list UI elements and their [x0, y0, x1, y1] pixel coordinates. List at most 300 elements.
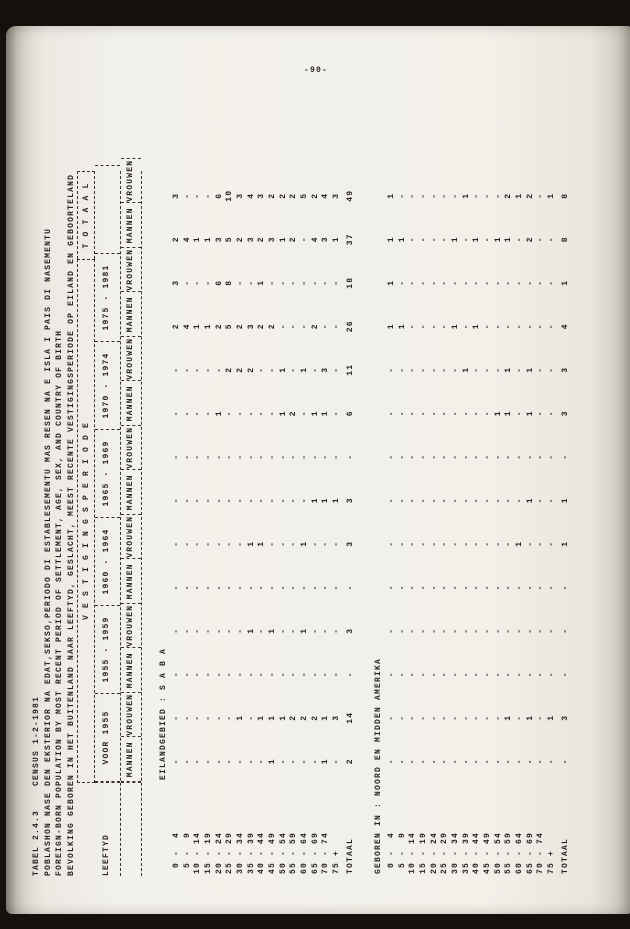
- data-cell: -: [397, 584, 407, 591]
- data-cell: -: [547, 236, 557, 243]
- data-cell: -: [536, 584, 546, 591]
- data-cell: -: [440, 236, 450, 243]
- data-cell: 1: [450, 323, 460, 330]
- data-cell: -: [193, 671, 203, 678]
- data-cell: -: [429, 497, 439, 504]
- data-cell: 4: [310, 236, 320, 243]
- data-cell: -: [525, 279, 535, 286]
- data-cell: -: [289, 323, 299, 330]
- data-cell: -: [472, 453, 482, 460]
- data-cell: 1: [278, 714, 288, 721]
- data-cell: 1: [560, 279, 570, 286]
- data-cell: -: [461, 671, 471, 678]
- age-label: 5 - 9: [182, 831, 192, 874]
- data-cell: -: [332, 671, 342, 678]
- data-cell: 2: [289, 714, 299, 721]
- table-row: [192, 174, 203, 876]
- data-cell: -: [171, 584, 181, 591]
- data-cell: 4: [182, 323, 192, 330]
- data-cell: -: [408, 453, 418, 460]
- data-cell: -: [235, 671, 245, 678]
- data-cell: -: [493, 323, 503, 330]
- sex-header: MANNEN: [121, 470, 141, 515]
- data-cell: -: [278, 758, 288, 765]
- age-label: 65 - 69: [310, 831, 320, 874]
- scan-page-paper: [6, 26, 630, 914]
- totaal-period-spacer: [95, 165, 120, 253]
- data-cell: -: [193, 453, 203, 460]
- data-cell: 14: [345, 711, 355, 724]
- table-row: [321, 174, 332, 876]
- data-cell: -: [536, 236, 546, 243]
- data-cell: 1: [235, 714, 245, 721]
- data-cell: -: [246, 497, 256, 504]
- data-cell: 2: [310, 714, 320, 721]
- table-row: [299, 174, 310, 876]
- data-cell: -: [332, 758, 342, 765]
- title-block: [31, 136, 77, 876]
- data-cell: 8: [560, 192, 570, 199]
- data-cell: -: [525, 540, 535, 547]
- data-cell: 1: [268, 758, 278, 765]
- data-cell: 4: [321, 192, 331, 199]
- age-label: 40 - 44: [257, 831, 267, 874]
- data-cell: -: [182, 497, 192, 504]
- data-cell: -: [203, 540, 213, 547]
- data-cell: -: [257, 584, 267, 591]
- data-cell: -: [214, 627, 224, 634]
- table-row: [560, 174, 571, 876]
- data-cell: -: [214, 366, 224, 373]
- data-cell: -: [193, 279, 203, 286]
- data-cell: 2: [310, 323, 320, 330]
- table-header-row-sex: [120, 159, 142, 876]
- data-cell: 1: [300, 366, 310, 373]
- data-cell: 2: [225, 366, 235, 373]
- age-label: 20 - 24: [214, 831, 224, 874]
- data-cell: -: [214, 758, 224, 765]
- data-cell: -: [536, 714, 546, 721]
- data-cell: -: [182, 453, 192, 460]
- data-cell: -: [493, 453, 503, 460]
- data-cell: 2: [289, 410, 299, 417]
- data-cell: 2: [235, 366, 245, 373]
- data-cell: -: [483, 714, 493, 721]
- data-cell: 1: [321, 758, 331, 765]
- data-cell: -: [429, 323, 439, 330]
- sex-header: VROUWEN: [121, 158, 141, 203]
- data-cell: -: [193, 497, 203, 504]
- data-cell: -: [268, 410, 278, 417]
- period-header: 1960 - 1964: [95, 517, 120, 605]
- data-cell: -: [225, 714, 235, 721]
- table-row: [525, 174, 536, 876]
- data-cell: -: [440, 323, 450, 330]
- age-label: 60 - 64: [515, 831, 525, 874]
- data-cell: -: [310, 366, 320, 373]
- data-cell: -: [450, 366, 460, 373]
- data-cell: -: [472, 627, 482, 634]
- data-cell: -: [321, 453, 331, 460]
- data-cell: -: [214, 714, 224, 721]
- data-cell: -: [515, 671, 525, 678]
- data-cell: -: [440, 497, 450, 504]
- data-cell: -: [278, 497, 288, 504]
- data-cell: -: [461, 540, 471, 547]
- data-cell: -: [193, 714, 203, 721]
- data-cell: -: [386, 671, 396, 678]
- data-cell: -: [332, 410, 342, 417]
- data-cell: -: [429, 236, 439, 243]
- data-cell: -: [397, 497, 407, 504]
- data-cell: -: [450, 279, 460, 286]
- data-cell: -: [386, 366, 396, 373]
- data-cell: -: [203, 584, 213, 591]
- data-cell: -: [418, 323, 428, 330]
- data-cell: 1: [278, 366, 288, 373]
- data-cell: -: [289, 671, 299, 678]
- table-header-row-periods: [95, 171, 120, 876]
- data-cell: -: [386, 584, 396, 591]
- data-cell: -: [418, 540, 428, 547]
- data-cell: 8: [225, 279, 235, 286]
- table-row: [493, 174, 504, 876]
- sex-header: MANNEN: [121, 203, 141, 248]
- data-cell: -: [450, 758, 460, 765]
- table-row: [397, 174, 408, 876]
- data-cell: -: [408, 279, 418, 286]
- data-cell: -: [515, 279, 525, 286]
- data-cell: -: [504, 453, 514, 460]
- data-cell: 10: [225, 189, 235, 202]
- data-cell: -: [397, 192, 407, 199]
- data-cell: -: [450, 410, 460, 417]
- data-cell: -: [246, 758, 256, 765]
- age-label: 15 - 19: [418, 831, 428, 874]
- data-cell: -: [182, 671, 192, 678]
- data-cell: -: [278, 540, 288, 547]
- period-header: 1965 - 1969: [95, 429, 120, 517]
- data-cell: 1: [493, 410, 503, 417]
- data-cell: -: [418, 497, 428, 504]
- age-label: 0 - 4: [171, 831, 181, 874]
- data-cell: -: [332, 279, 342, 286]
- data-cell: -: [182, 627, 192, 634]
- sex-header: VROUWEN: [121, 247, 141, 292]
- data-cell: 1: [193, 323, 203, 330]
- data-cell: 6: [214, 192, 224, 199]
- data-cell: -: [182, 366, 192, 373]
- data-cell: -: [289, 584, 299, 591]
- data-cell: 49: [345, 189, 355, 202]
- data-cell: -: [472, 758, 482, 765]
- data-cell: -: [193, 540, 203, 547]
- data-cell: -: [440, 584, 450, 591]
- data-cell: 1: [300, 627, 310, 634]
- data-cell: -: [504, 584, 514, 591]
- data-cell: -: [504, 758, 514, 765]
- age-label: 30 - 34: [235, 831, 245, 874]
- data-cell: -: [408, 758, 418, 765]
- data-cell: -: [203, 192, 213, 199]
- data-cell: -: [386, 758, 396, 765]
- data-cell: 2: [268, 192, 278, 199]
- age-label: 60 - 64: [300, 831, 310, 874]
- data-cell: -: [203, 714, 213, 721]
- data-cell: -: [493, 279, 503, 286]
- data-cell: -: [235, 279, 245, 286]
- data-cell: 1: [450, 236, 460, 243]
- data-cell: 1: [386, 192, 396, 199]
- data-cell: -: [386, 540, 396, 547]
- data-cell: 3: [560, 366, 570, 373]
- data-cell: 6: [214, 279, 224, 286]
- data-cell: -: [408, 714, 418, 721]
- data-cell: 2: [235, 323, 245, 330]
- data-cell: -: [310, 540, 320, 547]
- data-cell: -: [560, 758, 570, 765]
- data-cell: -: [278, 584, 288, 591]
- data-cell: 4: [182, 236, 192, 243]
- data-cell: 3: [560, 410, 570, 417]
- data-cell: -: [429, 192, 439, 199]
- data-cell: -: [493, 497, 503, 504]
- title-dutch: BEVOLKING GEBOREN IN HET BUITENLAND NAAR LEEFTYD, GESLACHT, MEEST RECENTE VESTIGINGSPERIODE OP EILAND EN GEBOORTELAND: [66, 173, 76, 876]
- data-cell: -: [345, 671, 355, 678]
- data-cell: -: [547, 497, 557, 504]
- rotated-content: [31, 136, 571, 876]
- data-cell: -: [397, 453, 407, 460]
- sex-header: VROUWEN: [121, 336, 141, 381]
- data-cell: -: [450, 540, 460, 547]
- age-label: 35 - 39: [461, 831, 471, 874]
- data-cell: 3: [332, 192, 342, 199]
- age-label: 45 - 49: [483, 831, 493, 874]
- data-cell: -: [483, 410, 493, 417]
- data-cell: -: [225, 671, 235, 678]
- data-cell: -: [483, 540, 493, 547]
- data-cell: -: [515, 714, 525, 721]
- data-cell: -: [483, 236, 493, 243]
- data-cell: -: [483, 366, 493, 373]
- data-cell: -: [246, 279, 256, 286]
- data-cell: -: [268, 540, 278, 547]
- data-cell: -: [332, 366, 342, 373]
- data-cell: -: [408, 323, 418, 330]
- data-cell: -: [225, 584, 235, 591]
- age-label: 25 - 29: [225, 831, 235, 874]
- sex-header-spacer: [121, 782, 141, 876]
- data-cell: 2: [171, 236, 181, 243]
- data-cell: -: [345, 453, 355, 460]
- table-row: [472, 174, 483, 876]
- sex-header: VROUWEN: [121, 692, 141, 737]
- data-cell: -: [429, 279, 439, 286]
- data-cell: -: [515, 410, 525, 417]
- data-cell: -: [171, 410, 181, 417]
- data-cell: -: [429, 453, 439, 460]
- data-cell: -: [289, 627, 299, 634]
- age-label: TOTAAL: [560, 837, 570, 874]
- data-cell: -: [461, 323, 471, 330]
- data-cell: -: [182, 714, 192, 721]
- data-cell: -: [257, 366, 267, 373]
- data-cell: -: [408, 671, 418, 678]
- table-row: [407, 174, 418, 876]
- age-label: 0 - 4: [386, 831, 396, 874]
- data-cell: 3: [345, 497, 355, 504]
- data-cell: 4: [560, 323, 570, 330]
- data-cell: 3: [332, 714, 342, 721]
- data-cell: -: [300, 453, 310, 460]
- data-cell: -: [397, 366, 407, 373]
- data-cell: -: [171, 627, 181, 634]
- data-cell: -: [515, 584, 525, 591]
- data-cell: -: [418, 584, 428, 591]
- data-cell: -: [397, 540, 407, 547]
- period-header: VOOR 1955: [95, 693, 120, 782]
- data-cell: -: [493, 627, 503, 634]
- data-cell: -: [203, 279, 213, 286]
- data-cell: 2: [289, 236, 299, 243]
- data-cell: -: [278, 453, 288, 460]
- data-cell: -: [203, 453, 213, 460]
- data-cell: 1: [525, 366, 535, 373]
- data-cell: -: [547, 758, 557, 765]
- data-cell: -: [182, 540, 192, 547]
- data-cell: -: [321, 323, 331, 330]
- age-label: 50 - 54: [493, 831, 503, 874]
- data-cell: 3: [171, 279, 181, 286]
- data-cell: 3: [171, 192, 181, 199]
- data-cell: -: [515, 627, 525, 634]
- data-cell: -: [483, 279, 493, 286]
- data-cell: -: [483, 627, 493, 634]
- data-cell: -: [560, 453, 570, 460]
- table-row: [418, 174, 429, 876]
- data-cell: 3: [214, 236, 224, 243]
- data-cell: -: [493, 671, 503, 678]
- data-cell: 1: [525, 714, 535, 721]
- data-cell: -: [547, 671, 557, 678]
- data-cell: 18: [345, 276, 355, 289]
- data-cell: 1: [257, 279, 267, 286]
- age-label: 10 - 14: [193, 831, 203, 874]
- data-cell: -: [429, 627, 439, 634]
- data-cell: -: [408, 584, 418, 591]
- data-cell: -: [225, 410, 235, 417]
- data-cell: -: [278, 279, 288, 286]
- data-cell: -: [418, 236, 428, 243]
- data-cell: -: [214, 453, 224, 460]
- data-cell: -: [408, 366, 418, 373]
- data-cell: -: [440, 758, 450, 765]
- data-cell: 1: [203, 323, 213, 330]
- sex-header: MANNEN: [121, 737, 141, 783]
- data-cell: -: [536, 279, 546, 286]
- data-cell: -: [235, 758, 245, 765]
- data-cell: 2: [525, 236, 535, 243]
- data-cell: -: [289, 758, 299, 765]
- data-cell: -: [504, 627, 514, 634]
- data-cell: -: [310, 584, 320, 591]
- data-cell: -: [408, 410, 418, 417]
- data-cell: 1: [397, 323, 407, 330]
- data-cell: -: [483, 323, 493, 330]
- data-cell: -: [289, 540, 299, 547]
- age-label: 65 - 69: [525, 831, 535, 874]
- table-row: [461, 174, 472, 876]
- data-cell: -: [246, 410, 256, 417]
- data-cell: -: [525, 671, 535, 678]
- data-cell: -: [310, 758, 320, 765]
- data-cell: -: [257, 453, 267, 460]
- age-label: TOTAAL: [345, 837, 355, 874]
- data-cell: -: [440, 192, 450, 199]
- data-cell: -: [461, 584, 471, 591]
- data-cell: -: [257, 758, 267, 765]
- data-cell: -: [515, 323, 525, 330]
- data-cell: -: [268, 671, 278, 678]
- data-cell: 1: [332, 236, 342, 243]
- sex-header: MANNEN: [121, 648, 141, 693]
- data-cell: 1: [193, 236, 203, 243]
- data-cell: -: [440, 366, 450, 373]
- data-cell: -: [171, 366, 181, 373]
- data-cell: -: [547, 584, 557, 591]
- data-cell: -: [483, 453, 493, 460]
- data-cell: -: [560, 671, 570, 678]
- data-cell: 1: [214, 410, 224, 417]
- data-cell: -: [504, 671, 514, 678]
- data-cell: -: [193, 410, 203, 417]
- data-cell: 2: [345, 758, 355, 765]
- data-cell: -: [440, 627, 450, 634]
- data-cell: -: [472, 410, 482, 417]
- data-cell: -: [300, 410, 310, 417]
- data-cell: -: [461, 758, 471, 765]
- data-cell: 1: [560, 540, 570, 547]
- section-rows: [386, 174, 571, 876]
- data-cell: -: [310, 279, 320, 286]
- data-cell: -: [182, 758, 192, 765]
- data-cell: -: [429, 584, 439, 591]
- data-cell: 1: [257, 540, 267, 547]
- data-cell: -: [386, 497, 396, 504]
- data-cell: -: [515, 236, 525, 243]
- table-row: [289, 174, 300, 876]
- data-cell: -: [289, 366, 299, 373]
- table-row: [546, 174, 557, 876]
- data-cell: -: [235, 497, 245, 504]
- data-cell: 1: [321, 714, 331, 721]
- table-header-row-period-group: [77, 171, 95, 876]
- data-cell: -: [450, 497, 460, 504]
- data-cell: -: [418, 192, 428, 199]
- data-cell: -: [214, 497, 224, 504]
- age-label: 55 - 59: [289, 831, 299, 874]
- data-cell: -: [450, 453, 460, 460]
- data-cell: -: [525, 627, 535, 634]
- table-row: [214, 174, 225, 876]
- totaal-group-header: T O T A A L: [77, 171, 95, 259]
- data-cell: -: [257, 671, 267, 678]
- data-cell: -: [268, 366, 278, 373]
- data-cell: -: [203, 366, 213, 373]
- sex-header: MANNEN: [121, 381, 141, 426]
- data-cell: 2: [310, 192, 320, 199]
- data-cell: -: [472, 714, 482, 721]
